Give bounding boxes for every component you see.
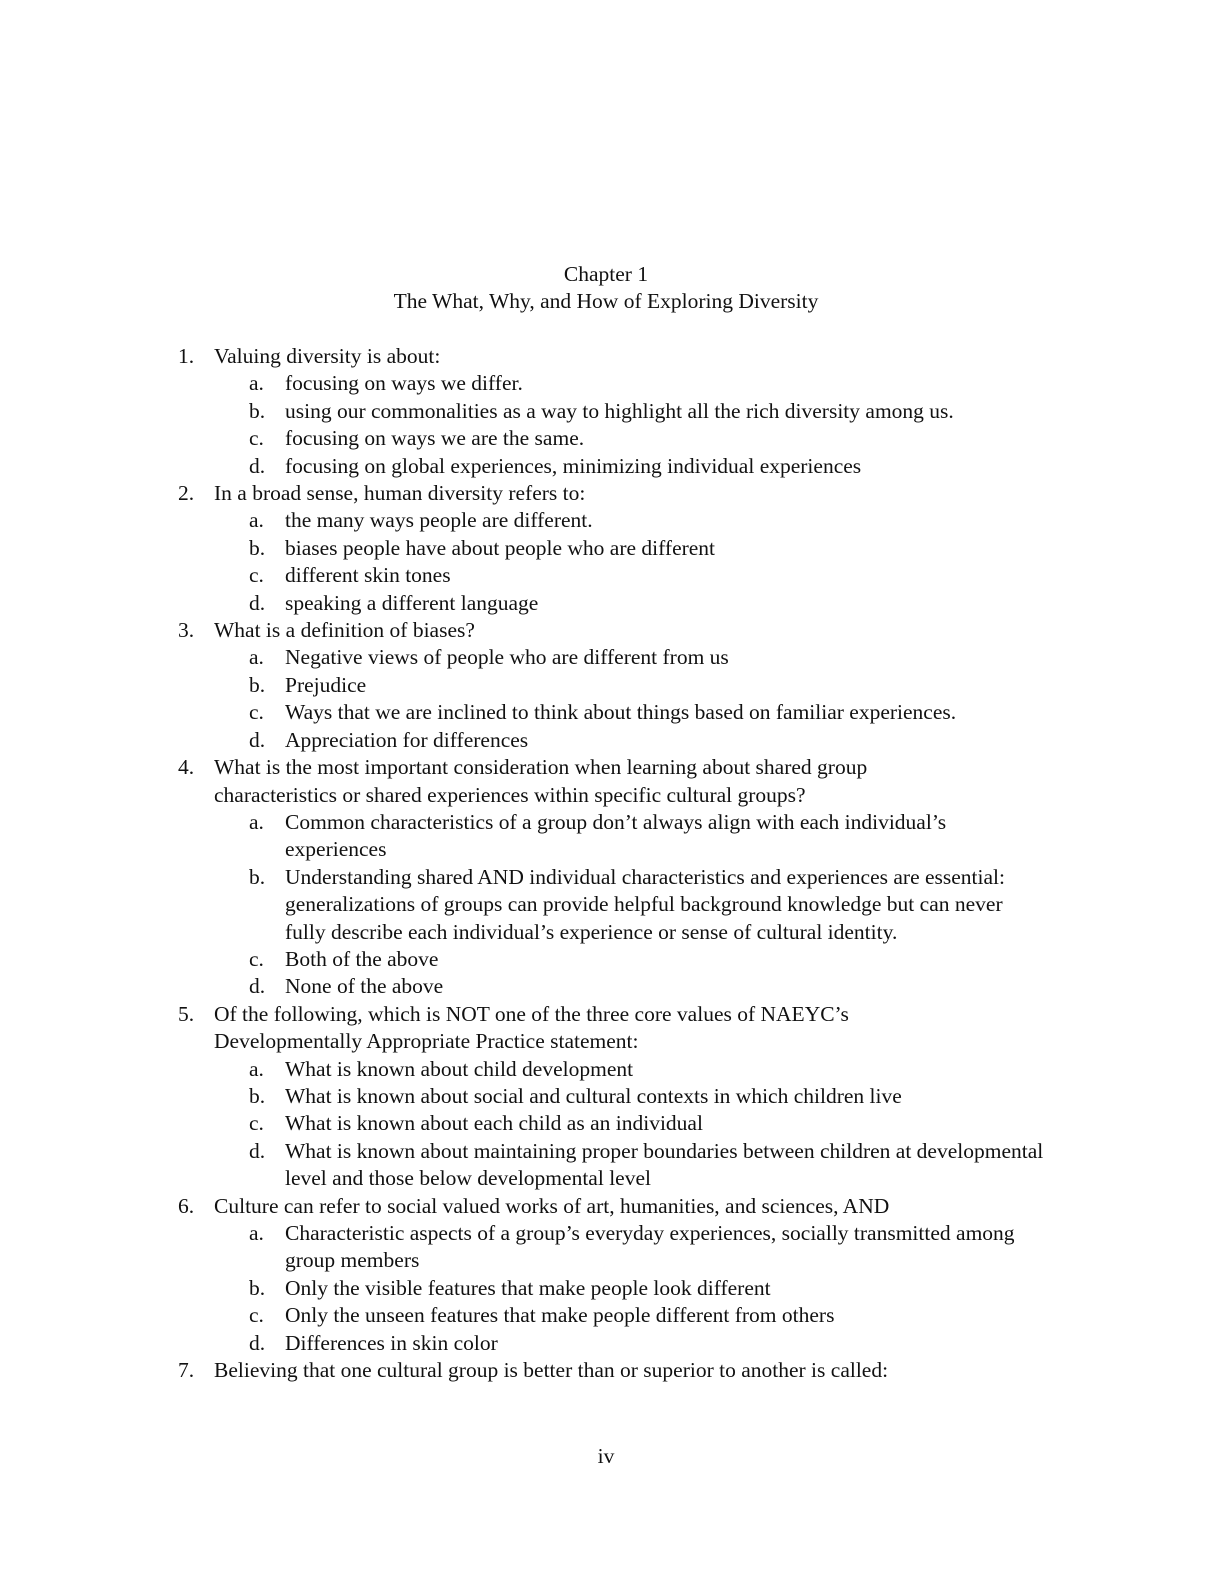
option-text: speaking a different language (285, 590, 539, 615)
question-number: 4. (178, 755, 195, 780)
question-item (0, 754, 1005, 1001)
question-item (0, 480, 954, 617)
option-text: Understanding shared AND individual characteristics and experiences are essential: generalizations of groups can provide helpful background knowledge but can never fully describe each individual’s experience or sense of cultural identity. (285, 864, 1005, 944)
option-letter: c. (249, 946, 264, 971)
chapter-number: Chapter 1 (563, 262, 649, 286)
question-item (0, 343, 954, 480)
option-letter: c. (249, 563, 264, 588)
answer-option (249, 1302, 1045, 1329)
option-letter: d. (249, 453, 266, 478)
answer-option (249, 864, 1045, 946)
answer-options (214, 1056, 1044, 1193)
option-letter: c. (249, 700, 264, 725)
answer-options (214, 507, 954, 617)
answer-option (249, 1330, 1045, 1357)
question-item (0, 1001, 1044, 1193)
question-text: Culture can refer to social valued works of art, humanities, and sciences, AND (214, 1193, 890, 1218)
answer-option (249, 1056, 1045, 1083)
question-text: What is the most important consideration when learning about shared group characteristics or shared experiences within specific cultural groups? (214, 755, 868, 807)
option-letter: d. (249, 590, 266, 615)
option-letter: a. (249, 1221, 264, 1245)
option-letter: a. (249, 645, 264, 670)
option-letter: b. (249, 398, 266, 423)
answer-option (249, 809, 1045, 864)
option-letter: d. (249, 727, 266, 752)
option-text: What is known about social and cultural contexts in which children live (285, 1083, 902, 1108)
option-text: Only the unseen features that make people different from others (285, 1303, 835, 1328)
answer-option (249, 1083, 1045, 1110)
answer-option (249, 644, 1045, 671)
option-text: different skin tones (285, 563, 451, 588)
answer-option (249, 425, 1045, 452)
option-letter: b. (249, 1083, 266, 1108)
option-text: What is known about child development (285, 1056, 634, 1081)
chapter-title: The What, Why, and How of Exploring Diversity (393, 289, 819, 314)
option-text: Both of the above (285, 946, 439, 971)
answer-option (249, 727, 1045, 754)
question-number: 1. (178, 344, 195, 368)
option-text: biases people have about people who are different (285, 535, 716, 560)
answer-option (249, 398, 1045, 425)
option-text: the many ways people are different. (285, 508, 593, 533)
option-letter: a. (249, 508, 264, 533)
option-text: Characteristic aspects of a group’s everyday experiences, socially transmitted among group members (285, 1221, 1015, 1273)
option-letter: d. (249, 1330, 266, 1355)
option-letter: b. (249, 864, 266, 889)
option-letter: a. (249, 371, 264, 396)
question-item (0, 1357, 954, 1384)
answer-options (214, 370, 954, 480)
question-text: What is a definition of biases? (214, 618, 475, 643)
option-text: focusing on ways we differ. (285, 371, 523, 396)
option-letter: d. (249, 1138, 266, 1163)
option-letter: c. (249, 1303, 264, 1328)
answer-option (249, 946, 1045, 973)
answer-options (214, 809, 1005, 1001)
answer-options (214, 1220, 1015, 1357)
answer-option (249, 1110, 1045, 1137)
option-text: Negative views of people who are different from us (285, 645, 729, 670)
question-text: Of the following, which is NOT one of the three core values of NAEYC’s Developmentally Appropriate Practice statement: (214, 1001, 849, 1054)
answer-option (249, 699, 1045, 726)
option-text: Prejudice (285, 672, 367, 697)
answer-option (249, 590, 1045, 617)
option-letter: c. (249, 1111, 264, 1136)
answer-option (249, 562, 1045, 589)
question-number: 2. (178, 481, 195, 506)
option-letter: d. (249, 974, 266, 999)
option-letter: c. (249, 426, 264, 451)
answer-option (249, 370, 1045, 397)
answer-option (249, 507, 1045, 534)
option-letter: a. (249, 1056, 264, 1081)
option-text: What is known about maintaining proper boundaries between children at developmental level and those below developmental level (285, 1138, 1044, 1191)
question-item (0, 1193, 1015, 1357)
option-letter: b. (249, 672, 266, 697)
option-text: What is known about each child as an individual (285, 1111, 703, 1136)
question-text: In a broad sense, human diversity refers to: (214, 481, 586, 506)
answer-option (249, 1275, 1045, 1302)
answer-option (249, 672, 1045, 699)
option-text: Appreciation for differences (285, 727, 529, 752)
option-letter: b. (249, 535, 266, 560)
question-number: 6. (178, 1193, 195, 1218)
answer-option (249, 453, 1045, 480)
question-list (0, 343, 1224, 1384)
option-text: Ways that we are inclined to think about things based on familiar experiences. (285, 700, 957, 725)
question-item (0, 617, 957, 754)
page-number: iv (597, 1444, 615, 1468)
question-number: 3. (178, 618, 195, 643)
question-text: Valuing diversity is about: (214, 344, 441, 368)
answer-option (249, 535, 1045, 562)
answer-options (214, 644, 957, 754)
option-letter: b. (249, 1275, 266, 1300)
option-text: using our commonalities as a way to highlight all the rich diversity among us. (285, 398, 954, 423)
option-text: Only the visible features that make people look different (285, 1275, 771, 1300)
option-letter: a. (249, 809, 264, 834)
answer-option (249, 1138, 1045, 1193)
answer-option (249, 973, 1045, 1000)
option-text: Differences in skin color (285, 1330, 498, 1355)
option-text: focusing on ways we are the same. (285, 426, 585, 451)
answer-option (249, 1220, 1045, 1275)
option-text: None of the above (285, 974, 444, 999)
question-number: 5. (178, 1001, 195, 1026)
question-text: Believing that one cultural group is better than or superior to another is called: (214, 1358, 889, 1383)
question-number: 7. (178, 1358, 195, 1383)
option-text: focusing on global experiences, minimizing individual experiences (285, 453, 862, 478)
option-text: Common characteristics of a group don’t always align with each individual’s experiences (285, 809, 947, 862)
chapter-header (0, 261, 1212, 316)
